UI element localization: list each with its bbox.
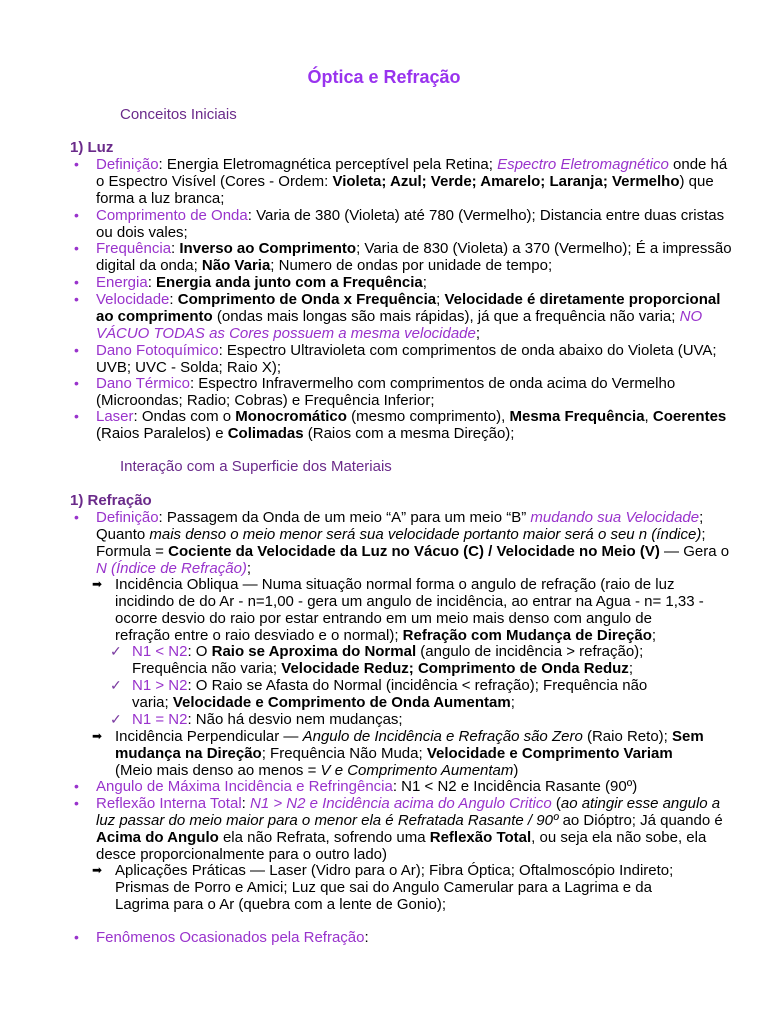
text: : (241, 795, 250, 812)
term: Energia (96, 274, 148, 291)
list-item-definicao-refracao (74, 509, 734, 577)
text: : N1 < N2 e Incidência Rasante (90º) (392, 778, 638, 795)
term: Laser (96, 408, 134, 425)
page-title: Óptica e Refração (307, 67, 461, 87)
text: , (644, 408, 653, 425)
bold-text: Reflexão Total (429, 829, 532, 846)
bold-text: Comprimento de Onda x Frequência (177, 291, 437, 308)
list-item-frequencia (74, 240, 734, 274)
list-item-laser (74, 408, 734, 442)
list-item-incidencia-obliqua (92, 576, 708, 644)
bold-text: Sem mudança na Direção (115, 728, 704, 762)
text: (Raio Reto); (582, 728, 672, 745)
bold-text: Velocidade e Comprimento Variam (426, 745, 673, 762)
text: ao Dióptro; Já quando é (558, 812, 723, 829)
bullet-icon: • (74, 375, 79, 391)
subheading-luz: 1) Luz (70, 139, 114, 156)
bullet-icon: • (74, 509, 79, 525)
text: : (364, 929, 369, 946)
text: : Varia de 380 (Violeta) até 780 (Vermelho); Distancia entre duas cristas ou dois vales; (96, 207, 725, 241)
bold-text: Energia anda junto com a Frequência (156, 274, 423, 291)
term: Angulo de Máxima Incidência e Refringência (96, 778, 393, 795)
text: ; (436, 291, 445, 308)
text: ; (651, 627, 657, 644)
term: Frequência (96, 240, 172, 257)
term: Definição (96, 156, 159, 173)
italic-text: V e Comprimento Aumentam (320, 762, 514, 779)
check-item-n1-menor (110, 643, 670, 677)
italic-text: ao atingir esse angulo a luz passar do meio maior para o menor ela é Refratada Rasante / 90º (96, 795, 721, 829)
text: Incidência Perpendicular — (115, 728, 303, 745)
text: ; Quanto (96, 509, 704, 543)
section-heading-interacao: Interação com a Superficie dos Materiais (120, 458, 392, 475)
term: Fenômenos Ocasionados pela Refração (96, 929, 365, 946)
bold-text: Acima do Angulo (96, 829, 219, 846)
text: — Gera o (659, 543, 730, 560)
bold-text: Coerentes (652, 408, 727, 425)
bullet-icon: • (74, 342, 79, 358)
text: (Raios Paralelos) e (96, 425, 228, 442)
term: N1 > N2 (132, 677, 188, 694)
emphasis: Espectro Eletromagnético (497, 156, 669, 173)
term: Dano Térmico (96, 375, 190, 392)
text: (Raios com a mesma Direção); (303, 425, 515, 442)
text: : (147, 274, 157, 291)
list-item-definicao (74, 156, 734, 207)
text: ; Varia de 830 (Violeta) a 370 (Vermelho); É a impressão digital da onda; (96, 240, 732, 274)
text: : O Raio se Afasta do Normal (incidência < refração); Frequência não varia; (132, 677, 648, 711)
section-heading-conceitos: Conceitos Iniciais (120, 106, 237, 123)
list-item-angulo-maxima (74, 778, 734, 795)
list-item-energia (74, 274, 734, 291)
arrow-icon: ➡ (92, 577, 103, 591)
bullet-icon: • (74, 156, 79, 172)
check-item-n1-maior (110, 677, 670, 711)
bold-text: Velocidade Reduz; Comprimento de Onda Reduz (281, 660, 629, 677)
text: : O (187, 643, 212, 660)
emphasis: mudando sua Velocidade (530, 509, 700, 526)
subheading-refracao: 1) Refração (70, 492, 152, 509)
emphasis: N1 > N2 e Incidência acima do Angulo Critico (250, 795, 552, 812)
bold-text: Não Varia (201, 257, 271, 274)
list-item-fenomenos (74, 929, 734, 946)
list-item-incidencia-perpendicular (92, 728, 708, 779)
bold-text: Violeta; Azul; Verde; Amarelo; Laranja; Vermelho (332, 173, 680, 190)
text: : Espectro Infravermelho com comprimentos de onda acima do Vermelho (Microondas; Radio; Cobras) e Frequência Inferior; (96, 375, 676, 409)
term: Velocidade (96, 291, 170, 308)
bullet-icon: • (74, 408, 79, 424)
term: N1 < N2 (132, 643, 188, 660)
text: ela não Refrata, sofrendo uma (218, 829, 430, 846)
text: ; (246, 560, 252, 577)
term: Dano Fotoquímico (96, 342, 219, 359)
text: , ou seja ela não sobe, ela desce proporcionalmente para o outro lado) (96, 829, 707, 863)
bullet-icon: • (74, 778, 79, 794)
term: Definição (96, 509, 159, 526)
bold-text: Refração com Mudança de Direção (402, 627, 652, 644)
list-item-comprimento (74, 207, 734, 241)
bold-text: Velocidade é diretamente proporcional ao comprimento (96, 291, 721, 325)
list-item-dano-fotoquimico (74, 342, 734, 376)
text: : Ondas com o (133, 408, 236, 425)
text: Aplicações Práticas — Laser (Vidro para o Ar); Fibra Óptica; Oftalmoscópio Indireto; Prismas de Porro e Amici; Luz que sai do Angulo Camerular para a Lagrima e da Lagrima para o Ar (quebra com a lente de Gonio); (115, 862, 674, 913)
bullet-icon: • (74, 207, 79, 223)
bold-text: Raio se Aproxima do Normal (211, 643, 417, 660)
text: (mesmo comprimento), (346, 408, 510, 425)
checkmark-icon: ✓ (110, 677, 122, 693)
arrow-icon: ➡ (92, 729, 103, 743)
bullet-icon: • (74, 274, 79, 290)
text: : Não há desvio nem mudanças; (187, 711, 403, 728)
bullet-icon: • (74, 929, 79, 945)
text: onde há o Espectro Visível (Cores - Ordem: (96, 156, 728, 190)
text: (angulo de incidência > refração); Frequência não varia; (132, 643, 644, 677)
term: Comprimento de Onda (96, 207, 248, 224)
bold-text: Monocromático (235, 408, 347, 425)
text: ; (510, 694, 515, 711)
checkmark-icon: ✓ (110, 711, 122, 727)
check-item-n1-igual (110, 711, 670, 728)
text: ; (628, 660, 633, 677)
bold-text: Colimadas (227, 425, 304, 442)
term: N1 = N2 (132, 711, 188, 728)
list-item-dano-termico (74, 375, 734, 409)
checkmark-icon: ✓ (110, 643, 122, 659)
text: ; (475, 325, 481, 342)
text: ; Numero de ondas por unidade de tempo; (270, 257, 553, 274)
emphasis: N (Índice de Refração) (96, 560, 247, 577)
emphasis: NO VÁCUO TODAS as Cores possuem a mesma velocidade (96, 308, 703, 342)
text: ; Formula = (96, 526, 706, 560)
text: : (171, 240, 180, 257)
arrow-icon: ➡ (92, 863, 103, 877)
italic-text: Angulo de Incidência e Refração são Zero (302, 728, 583, 745)
bold-text: Inverso ao Comprimento (179, 240, 357, 257)
list-item-reflexao-interna (74, 795, 734, 863)
text: ( (551, 795, 561, 812)
text: : Energia Eletromagnética perceptível pela Retina; (158, 156, 498, 173)
term: Reflexão Interna Total (96, 795, 242, 812)
text: ) que forma a luz branca; (96, 173, 714, 207)
italic-text: mais denso o meio menor será sua velocidade portanto maior será o seu n (índice) (149, 526, 702, 543)
text: (Meio mais denso ao menos = (115, 762, 321, 779)
bullet-icon: • (74, 291, 79, 307)
bullet-icon: • (74, 240, 79, 256)
list-item-aplicacoes (92, 862, 708, 913)
text: ) (513, 762, 519, 779)
text: ; (422, 274, 427, 291)
text: (ondas mais longas são mais rápidas), já que a frequência não varia; (212, 308, 680, 325)
text: : Passagem da Onda de um meio “A” para um meio “B” (158, 509, 531, 526)
bullet-icon: • (74, 795, 79, 811)
list-item-velocidade (74, 291, 734, 342)
bold-text: Velocidade e Comprimento de Onda Aumentam (172, 694, 511, 711)
text: ; Frequência Não Muda; (261, 745, 427, 762)
text: : Espectro Ultravioleta com comprimentos de onda abaixo do Violeta (UVA; UVB; UVC - Solda; Raio X); (96, 342, 717, 376)
bold-text: Mesma Frequência (509, 408, 645, 425)
text: : (169, 291, 178, 308)
text: Incidência Obliqua — Numa situação normal forma o angulo de refração (raio de luz incidindo de do Ar - n=1,00 - gera um angulo de incidência, ao entrar na Agua - n= 1,33 - ocorre desvio do raio por estar entrando em um meio mais denso com angulo de refração entre o raio desviado e o normal); (115, 576, 704, 644)
bold-text: Cociente da Velocidade da Luz no Vácuo (C) / Velocidade no Meio (V) (168, 543, 660, 560)
